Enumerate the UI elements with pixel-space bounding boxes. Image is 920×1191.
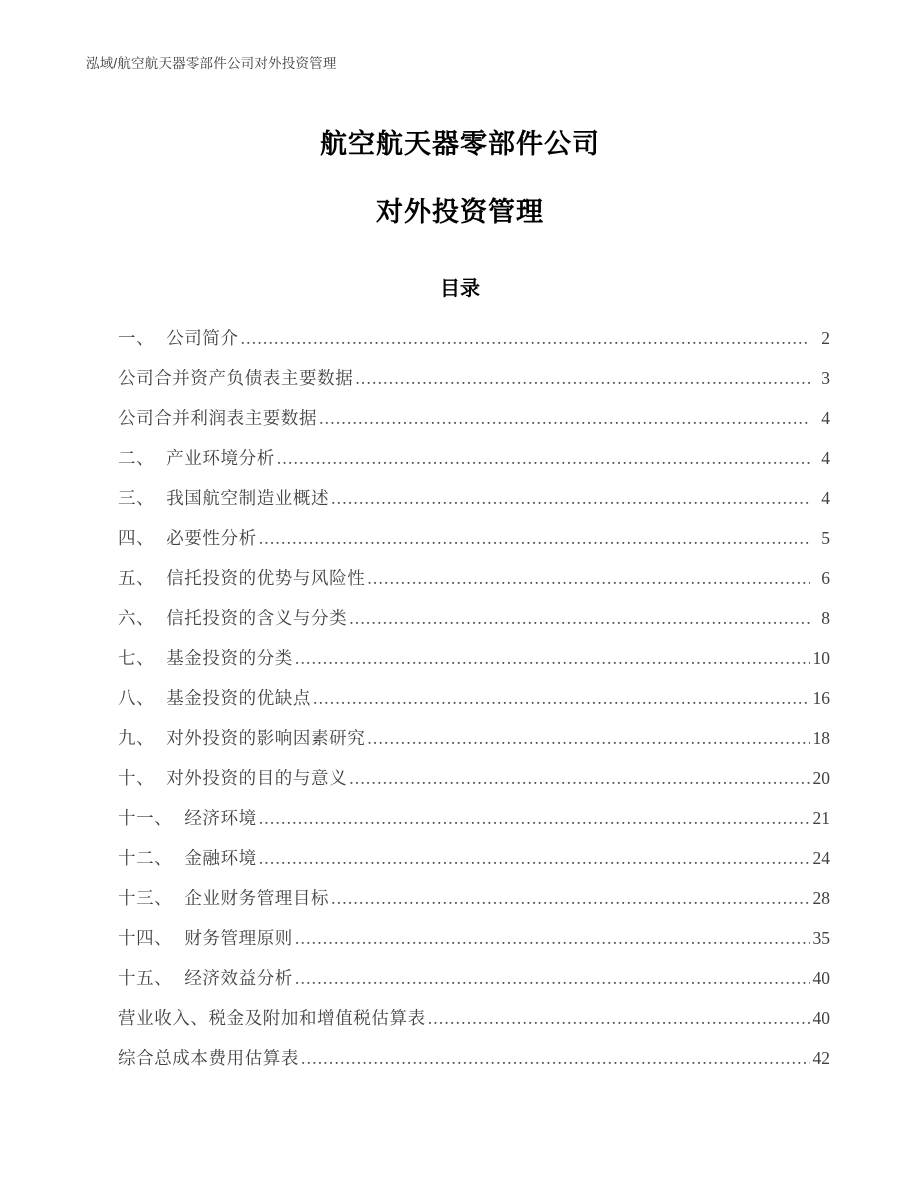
toc-entry-label — [118, 878, 329, 918]
toc-entry-number: 六、 — [118, 608, 155, 628]
toc-leader-dots — [295, 970, 810, 988]
toc-entry-label — [118, 398, 317, 438]
document-title-line-2: 对外投资管理 — [376, 197, 544, 227]
toc-entry-page: 6 — [821, 568, 830, 588]
toc-entry[interactable] — [118, 918, 830, 958]
toc-entry[interactable] — [118, 678, 830, 718]
toc-leader-dots — [349, 770, 810, 788]
toc-entry-number: 七、 — [118, 648, 155, 668]
toc-entry-label — [118, 638, 293, 678]
toc-entry-page: 4 — [821, 448, 830, 468]
toc-entry-title: 产业环境分析 — [166, 448, 275, 468]
toc-entry-title: 基金投资的优缺点 — [166, 688, 312, 708]
toc-entry-title: 公司简介 — [166, 328, 239, 348]
toc-entry[interactable] — [118, 478, 830, 518]
toc-entry-page: 18 — [812, 728, 830, 748]
table-of-contents — [118, 318, 830, 1078]
toc-entry-label — [118, 678, 311, 718]
document-breadcrumb: 泓域/航空航天器零部件公司对外投资管理 — [86, 56, 337, 71]
toc-entry-number: 九、 — [118, 728, 155, 748]
toc-entry-number: 五、 — [118, 568, 155, 588]
toc-entry[interactable] — [118, 318, 830, 358]
toc-entry-title: 基金投资的分类 — [166, 648, 293, 668]
toc-entry-page: 35 — [812, 928, 830, 948]
toc-leader-dots — [277, 450, 810, 468]
toc-entry-number: 八、 — [118, 688, 155, 708]
toc-entry[interactable] — [118, 838, 830, 878]
toc-entry[interactable] — [118, 358, 830, 398]
toc-entry-page: 24 — [812, 848, 830, 868]
toc-leader-dots — [331, 490, 810, 508]
toc-entry[interactable] — [118, 718, 830, 758]
toc-leader-dots — [295, 930, 810, 948]
toc-entry-number: 十一、 — [118, 808, 173, 828]
toc-entry-number: 十三、 — [118, 888, 173, 908]
toc-entry-page: 21 — [812, 808, 830, 828]
toc-entry[interactable] — [118, 998, 830, 1038]
toc-entry-label — [118, 838, 257, 878]
toc-entry-number: 十二、 — [118, 848, 173, 868]
toc-entry-page: 4 — [821, 488, 830, 508]
toc-entry-page: 16 — [812, 688, 830, 708]
toc-entry-title: 经济环境 — [184, 808, 257, 828]
document-title-line-1: 航空航天器零部件公司 — [320, 129, 600, 159]
toc-entry-page: 28 — [812, 888, 830, 908]
toc-entry-page: 2 — [821, 328, 830, 348]
toc-leader-dots — [241, 330, 810, 348]
toc-leader-dots — [301, 1050, 810, 1068]
toc-entry-label — [118, 318, 239, 358]
toc-entry-page: 10 — [812, 648, 830, 668]
document-title-block — [0, 122, 920, 229]
toc-entry-page: 5 — [821, 528, 830, 548]
toc-entry-title: 财务管理原则 — [184, 928, 293, 948]
toc-entry-label — [118, 358, 353, 398]
toc-leader-dots — [331, 890, 810, 908]
toc-entry-label — [118, 918, 293, 958]
toc-entry-label — [118, 558, 365, 598]
toc-entry-label — [118, 598, 347, 638]
toc-entry-page: 4 — [821, 408, 830, 428]
toc-entry-label — [118, 998, 426, 1038]
toc-entry-title: 营业收入、税金及附加和增值税估算表 — [118, 1008, 426, 1028]
toc-entry-label — [118, 958, 293, 998]
toc-entry-number: 十五、 — [118, 968, 173, 988]
toc-entry-title: 公司合并利润表主要数据 — [118, 408, 318, 428]
toc-entry[interactable] — [118, 798, 830, 838]
toc-entry-title: 对外投资的目的与意义 — [166, 768, 348, 788]
toc-entry-label — [118, 438, 275, 478]
toc-entry-number: 四、 — [118, 528, 155, 548]
toc-entry-title: 我国航空制造业概述 — [166, 488, 330, 508]
toc-leader-dots — [259, 850, 810, 868]
toc-entry[interactable] — [118, 878, 830, 918]
toc-entry-page: 3 — [821, 368, 830, 388]
toc-entry-page: 40 — [812, 968, 830, 988]
toc-entry-number: 二、 — [118, 448, 155, 468]
toc-entry[interactable] — [118, 638, 830, 678]
toc-entry[interactable] — [118, 518, 830, 558]
toc-entry-title: 对外投资的影响因素研究 — [166, 728, 366, 748]
toc-entry[interactable] — [118, 1038, 830, 1078]
toc-entry-page: 20 — [812, 768, 830, 788]
toc-leader-dots — [349, 610, 810, 628]
toc-entry-page: 42 — [812, 1048, 830, 1068]
toc-leader-dots — [295, 650, 810, 668]
toc-entry-title: 综合总成本费用估算表 — [118, 1048, 299, 1068]
toc-entry[interactable] — [118, 438, 830, 478]
toc-entry-title: 信托投资的优势与风险性 — [166, 568, 366, 588]
toc-entry-title: 公司合并资产负债表主要数据 — [118, 368, 354, 388]
toc-entry-number: 十、 — [118, 768, 155, 788]
toc-entry[interactable] — [118, 758, 830, 798]
toc-entry-label — [118, 1038, 299, 1078]
toc-entry-title: 金融环境 — [184, 848, 257, 868]
toc-entry[interactable] — [118, 958, 830, 998]
toc-leader-dots — [313, 690, 810, 708]
toc-leader-dots — [259, 530, 810, 548]
toc-entry[interactable] — [118, 558, 830, 598]
toc-entry-title: 信托投资的含义与分类 — [166, 608, 348, 628]
toc-leader-dots — [367, 570, 810, 588]
toc-leader-dots — [367, 730, 810, 748]
toc-entry-number: 三、 — [118, 488, 155, 508]
toc-entry-page: 40 — [812, 1008, 830, 1028]
toc-entry[interactable] — [118, 598, 830, 638]
toc-entry-label — [118, 518, 257, 558]
toc-entry-title: 必要性分析 — [166, 528, 257, 548]
toc-leader-dots — [259, 810, 810, 828]
toc-entry-page: 8 — [821, 608, 830, 628]
toc-entry[interactable] — [118, 398, 830, 438]
toc-entry-label — [118, 798, 257, 838]
toc-leader-dots — [428, 1010, 810, 1028]
toc-entry-label — [118, 758, 347, 798]
toc-entry-number: 一、 — [118, 328, 155, 348]
toc-entry-title: 企业财务管理目标 — [184, 888, 330, 908]
toc-leader-dots — [319, 410, 810, 428]
toc-entry-label — [118, 718, 365, 758]
toc-entry-number: 十四、 — [118, 928, 173, 948]
toc-entry-title: 经济效益分析 — [184, 968, 293, 988]
toc-entry-label — [118, 478, 329, 518]
toc-heading: 目录 — [440, 278, 480, 300]
toc-leader-dots — [355, 370, 810, 388]
